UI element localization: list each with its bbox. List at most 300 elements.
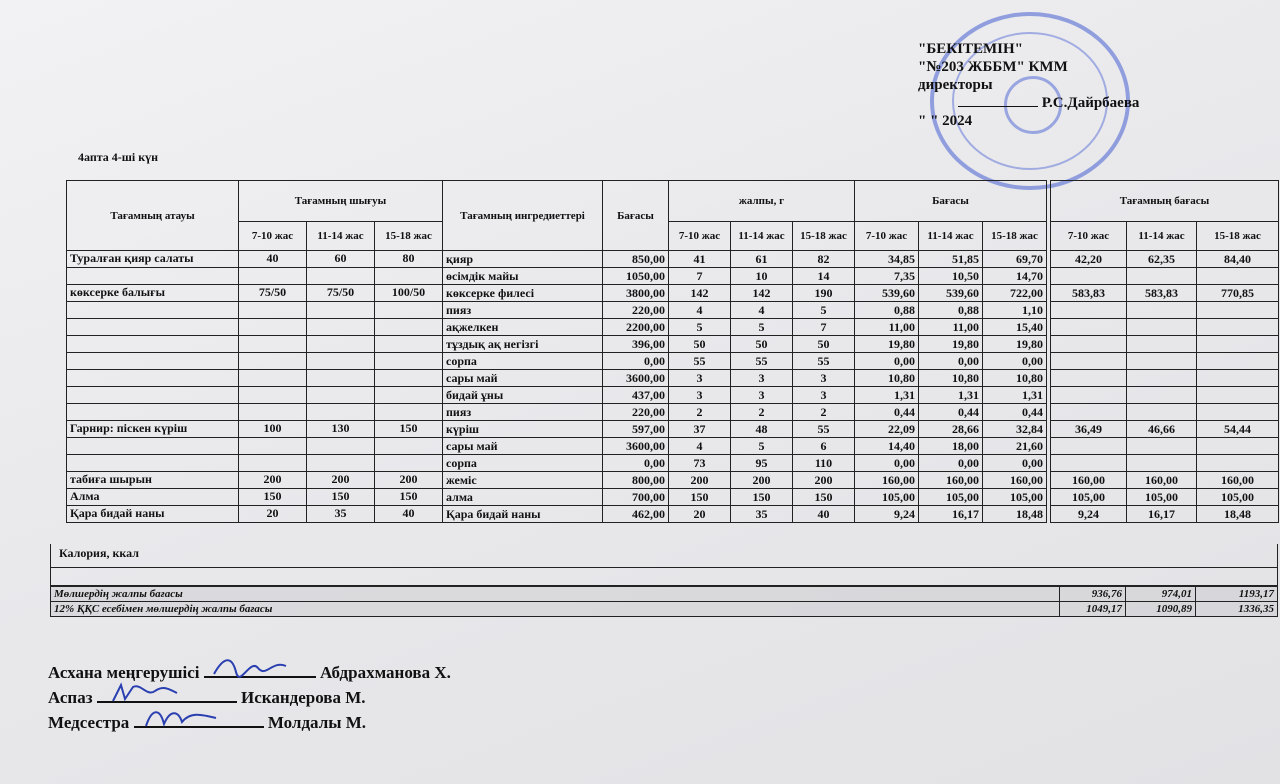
table-cell: 396,00 [603, 336, 669, 353]
table-cell [67, 387, 239, 404]
table-cell: 32,84 [983, 421, 1047, 438]
table-cell [375, 370, 443, 387]
table-row [67, 336, 1047, 353]
table-cell [375, 353, 443, 370]
table-cell: 3 [793, 387, 855, 404]
table-cell: 3 [731, 387, 793, 404]
table-cell [375, 387, 443, 404]
table-cell [1051, 268, 1127, 285]
table-cell [307, 268, 375, 285]
table-cell: 150 [239, 489, 307, 506]
table-cell [375, 336, 443, 353]
calories-label: Калория, ккал [59, 546, 139, 560]
table-cell: 583,83 [1051, 285, 1127, 302]
table-cell: 62,35 [1127, 251, 1197, 268]
table-cell: 539,60 [919, 285, 983, 302]
table-cell [67, 268, 239, 285]
table-cell: 61 [731, 251, 793, 268]
table-cell: 105,00 [1197, 489, 1279, 506]
table-cell [307, 438, 375, 455]
col-yield: Тағамның шығуы [239, 181, 443, 222]
table-cell [1051, 353, 1127, 370]
table-cell: 9,24 [1051, 506, 1127, 523]
table-row [67, 268, 1047, 285]
table-cell: 9,24 [855, 506, 919, 523]
table-cell: 200 [669, 472, 731, 489]
table-cell: 105,00 [919, 489, 983, 506]
table-cell: пияз [443, 404, 603, 421]
table-cell: 3 [731, 370, 793, 387]
table-cell [67, 302, 239, 319]
table-cell [307, 387, 375, 404]
table-cell: 150 [793, 489, 855, 506]
table-cell: 200 [239, 472, 307, 489]
table-cell: 69,70 [983, 251, 1047, 268]
table-cell: 16,17 [919, 506, 983, 523]
table-cell: 4 [731, 302, 793, 319]
table-cell [307, 404, 375, 421]
table-cell: сары май [443, 438, 603, 455]
table-cell: 160,00 [1051, 472, 1127, 489]
vat-label: 12% ҚҚС есебімен мөлшердің жалпы бағасы [51, 602, 1060, 617]
table-cell: 4 [669, 438, 731, 455]
table-cell: 0,00 [919, 455, 983, 472]
age-header: 15-18 жас [793, 222, 855, 251]
table-cell: 0,88 [855, 302, 919, 319]
table-cell: 200 [307, 472, 375, 489]
signature-line [204, 660, 316, 678]
day-label: 4апта 4-ші күн [78, 150, 159, 164]
table-row [1051, 472, 1279, 489]
table-cell [1197, 404, 1279, 421]
table-cell: 437,00 [603, 387, 669, 404]
table-cell: 0,44 [983, 404, 1047, 421]
table-cell: 200 [793, 472, 855, 489]
table-cell: 5 [731, 319, 793, 336]
signatures-block [48, 660, 451, 735]
table-cell: 36,49 [1051, 421, 1127, 438]
table-cell: 50 [731, 336, 793, 353]
vat-value: 1049,17 [1060, 602, 1126, 617]
table-row [67, 319, 1047, 336]
table-cell: 220,00 [603, 302, 669, 319]
table-cell: 0,00 [855, 353, 919, 370]
table-row [1051, 506, 1279, 523]
table-cell: жеміс [443, 472, 603, 489]
table-cell [1051, 302, 1127, 319]
table-cell [1197, 268, 1279, 285]
table-cell [1197, 455, 1279, 472]
table-cell: 462,00 [603, 506, 669, 523]
table-cell: 75/50 [307, 285, 375, 302]
table-cell: 73 [669, 455, 731, 472]
age-header: 11-14 жас [919, 222, 983, 251]
table-cell: 50 [669, 336, 731, 353]
vat-value: 1336,35 [1196, 602, 1278, 617]
table-cell: күріш [443, 421, 603, 438]
table-cell: 105,00 [983, 489, 1047, 506]
table-cell: 11,00 [855, 319, 919, 336]
table-cell: 20 [669, 506, 731, 523]
total-value: 936,76 [1060, 587, 1126, 602]
table-cell: 60 [307, 251, 375, 268]
table-cell [239, 370, 307, 387]
table-cell [375, 268, 443, 285]
table-cell: 6 [793, 438, 855, 455]
table-cell [375, 404, 443, 421]
table-cell: 100/50 [375, 285, 443, 302]
table-cell: 100 [239, 421, 307, 438]
table-cell: 4 [669, 302, 731, 319]
table-cell [1197, 370, 1279, 387]
table-cell: 5 [669, 319, 731, 336]
table-cell: 54,44 [1197, 421, 1279, 438]
table-cell [1051, 370, 1127, 387]
table-cell [307, 302, 375, 319]
table-cell: 10,80 [983, 370, 1047, 387]
nurse-title: Медсестра [48, 713, 130, 732]
table-cell: 3800,00 [603, 285, 669, 302]
table-row [1051, 319, 1279, 336]
table-cell: 51,85 [919, 251, 983, 268]
table-cell: 770,85 [1197, 285, 1279, 302]
table-cell [239, 438, 307, 455]
table-cell: 7,35 [855, 268, 919, 285]
table-cell: сорпа [443, 455, 603, 472]
col-dish-name: Тағамның атауы [67, 181, 239, 251]
table-cell: тұздық ақ негізгі [443, 336, 603, 353]
table-cell: 3600,00 [603, 438, 669, 455]
table-cell [239, 319, 307, 336]
table-cell [1127, 268, 1197, 285]
total-label: Мөлшердің жалпы бағасы [51, 587, 1060, 602]
table-cell: 19,80 [919, 336, 983, 353]
approval-line1: "БЕКІТЕМІН" [918, 41, 1023, 57]
table-cell: 0,00 [919, 353, 983, 370]
table-cell: 80 [375, 251, 443, 268]
table-cell [239, 404, 307, 421]
table-cell: Қара бидай наны [67, 506, 239, 523]
table-cell: 14,70 [983, 268, 1047, 285]
table-cell [1127, 387, 1197, 404]
empty-row [50, 568, 1278, 586]
table-cell [239, 336, 307, 353]
table-cell: алма [443, 489, 603, 506]
table-cell: 7 [669, 268, 731, 285]
table-cell: 5 [793, 302, 855, 319]
table-cell: 1,31 [983, 387, 1047, 404]
table-cell [307, 370, 375, 387]
table-cell: 200 [375, 472, 443, 489]
table-cell: 1,31 [855, 387, 919, 404]
calories-row [50, 544, 1278, 568]
table-row [1051, 387, 1279, 404]
signature-blank [958, 106, 1038, 107]
col-price: Бағасы [603, 181, 669, 251]
table-row [67, 387, 1047, 404]
table-cell: 150 [375, 421, 443, 438]
table-row [1051, 268, 1279, 285]
table-cell: 7 [793, 319, 855, 336]
table-cell: 0,00 [603, 353, 669, 370]
table-cell [375, 438, 443, 455]
table-cell: 10,80 [855, 370, 919, 387]
table-cell: 0,00 [983, 455, 1047, 472]
col-dish-cost: Тағамның бағасы [1051, 181, 1279, 222]
table-cell [1127, 370, 1197, 387]
table-cell: 0,00 [855, 455, 919, 472]
table-row [67, 472, 1047, 489]
table-cell [1197, 438, 1279, 455]
table-cell [1051, 404, 1127, 421]
table-row [1051, 489, 1279, 506]
table-cell: 22,09 [855, 421, 919, 438]
table-cell: 10,80 [919, 370, 983, 387]
table-cell: 142 [669, 285, 731, 302]
table-cell: 142 [731, 285, 793, 302]
table-cell: 105,00 [855, 489, 919, 506]
table-cell: 800,00 [603, 472, 669, 489]
approval-block [918, 40, 1218, 130]
table-cell: 160,00 [1197, 472, 1279, 489]
table-cell: 42,20 [1051, 251, 1127, 268]
table-cell: пияз [443, 302, 603, 319]
table-cell: 130 [307, 421, 375, 438]
table-cell: 3 [793, 370, 855, 387]
approval-date: " " 2024 [918, 113, 973, 129]
table-cell: 160,00 [983, 472, 1047, 489]
table-cell [1197, 353, 1279, 370]
table-cell [1051, 319, 1127, 336]
table-cell: 1,10 [983, 302, 1047, 319]
table-row [1051, 404, 1279, 421]
table-cell [375, 455, 443, 472]
age-header: 11-14 жас [1127, 222, 1197, 251]
table-cell [1197, 336, 1279, 353]
approval-signer: Р.С.Дайрбаева [1041, 95, 1140, 111]
cook-name: Искандерова М. [241, 688, 366, 707]
table-cell: 50 [793, 336, 855, 353]
table-row [67, 438, 1047, 455]
table-cell: 35 [307, 506, 375, 523]
table-cell [239, 302, 307, 319]
signature-line [97, 685, 237, 703]
table-cell: 0,00 [603, 455, 669, 472]
table-cell: 160,00 [855, 472, 919, 489]
table-cell [307, 336, 375, 353]
table-row [67, 421, 1047, 438]
approval-line3: директоры [918, 77, 993, 93]
table-cell [1197, 302, 1279, 319]
table-cell: 3 [669, 387, 731, 404]
table-row [67, 370, 1047, 387]
table-row [67, 404, 1047, 421]
vat-value: 1090,89 [1126, 602, 1196, 617]
table-cell: 150 [669, 489, 731, 506]
table-cell [1197, 319, 1279, 336]
table-cell [67, 370, 239, 387]
approval-line2: "№203 ЖББМ" КММ [918, 59, 1068, 75]
table-cell: 48 [731, 421, 793, 438]
table-cell: 105,00 [1051, 489, 1127, 506]
table-cell: 2 [669, 404, 731, 421]
table-cell [239, 455, 307, 472]
table-row [67, 455, 1047, 472]
table-cell: 10,50 [919, 268, 983, 285]
table-cell [67, 438, 239, 455]
table-cell: 11,00 [919, 319, 983, 336]
table-cell [1127, 455, 1197, 472]
table-cell [239, 353, 307, 370]
table-row [67, 285, 1047, 302]
handwritten-signature [140, 704, 220, 730]
table-cell: 55 [793, 421, 855, 438]
dish-cost-table [1050, 180, 1279, 523]
table-cell: 850,00 [603, 251, 669, 268]
table-cell: Гарнир: піскен күріш [67, 421, 239, 438]
table-cell: сары май [443, 370, 603, 387]
table-row [1051, 302, 1279, 319]
table-row [1051, 421, 1279, 438]
table-cell [1127, 319, 1197, 336]
table-cell [1127, 302, 1197, 319]
table-cell: сорпа [443, 353, 603, 370]
table-cell [1127, 336, 1197, 353]
table-cell: ақжелкен [443, 319, 603, 336]
table-cell: 34,85 [855, 251, 919, 268]
table-cell: Туралған қияр салаты [67, 251, 239, 268]
signature-nurse [48, 710, 451, 735]
table-cell: Алма [67, 489, 239, 506]
table-cell [1051, 387, 1127, 404]
table-cell: 150 [307, 489, 375, 506]
table-cell [1051, 336, 1127, 353]
table-cell: 160,00 [1127, 472, 1197, 489]
table-cell [1127, 404, 1197, 421]
table-cell: 19,80 [855, 336, 919, 353]
head-title: Асхана меңгерушісі [48, 663, 200, 682]
col-cost: Бағасы [855, 181, 1047, 222]
table-cell: 160,00 [919, 472, 983, 489]
table-cell [67, 353, 239, 370]
age-header: 11-14 жас [731, 222, 793, 251]
table-row [1051, 438, 1279, 455]
table-cell: 0,44 [919, 404, 983, 421]
table-row [1051, 455, 1279, 472]
table-cell: 20 [239, 506, 307, 523]
table-cell [67, 319, 239, 336]
table-cell: 3600,00 [603, 370, 669, 387]
table-cell: 220,00 [603, 404, 669, 421]
table-cell: 3 [669, 370, 731, 387]
table-cell: 35 [731, 506, 793, 523]
table-cell: 16,17 [1127, 506, 1197, 523]
table-cell: 40 [793, 506, 855, 523]
signature-line [134, 710, 264, 728]
table-cell [239, 268, 307, 285]
table-cell: 105,00 [1127, 489, 1197, 506]
table-row [67, 302, 1047, 319]
age-header: 15-18 жас [375, 222, 443, 251]
table-cell: өсімдік майы [443, 268, 603, 285]
table-cell: 150 [731, 489, 793, 506]
table-cell: 18,48 [1197, 506, 1279, 523]
handwritten-signature [103, 679, 183, 705]
table-cell: 14,40 [855, 438, 919, 455]
table-cell: 18,00 [919, 438, 983, 455]
age-header: 15-18 жас [983, 222, 1047, 251]
table-cell [375, 319, 443, 336]
table-cell: қияр [443, 251, 603, 268]
table-cell: 40 [239, 251, 307, 268]
table-cell: 14 [793, 268, 855, 285]
table-cell: 84,40 [1197, 251, 1279, 268]
table-cell [67, 404, 239, 421]
table-row [1051, 370, 1279, 387]
signature-cook [48, 685, 451, 710]
table-cell: 46,66 [1127, 421, 1197, 438]
table-row [67, 353, 1047, 370]
table-cell [1127, 438, 1197, 455]
col-ingredients: Тағамның ингредиеттері [443, 181, 603, 251]
table-cell: 19,80 [983, 336, 1047, 353]
table-cell: көксерке балығы [67, 285, 239, 302]
table-cell: 110 [793, 455, 855, 472]
table-cell [307, 319, 375, 336]
table-cell [67, 336, 239, 353]
totals-table [50, 586, 1278, 617]
table-cell [307, 455, 375, 472]
table-cell: табиға шырын [67, 472, 239, 489]
table-cell: 722,00 [983, 285, 1047, 302]
table-cell: 55 [731, 353, 793, 370]
table-row [1051, 251, 1279, 268]
table-cell: 583,83 [1127, 285, 1197, 302]
age-header: 11-14 жас [307, 222, 375, 251]
age-header: 7-10 жас [855, 222, 919, 251]
table-cell: 95 [731, 455, 793, 472]
table-cell: 82 [793, 251, 855, 268]
table-row [1051, 353, 1279, 370]
table-cell: 10 [731, 268, 793, 285]
age-header: 7-10 жас [239, 222, 307, 251]
table-cell [307, 353, 375, 370]
cook-title: Аспаз [48, 688, 93, 707]
table-cell [1197, 387, 1279, 404]
table-cell: бидай ұны [443, 387, 603, 404]
table-cell: 55 [669, 353, 731, 370]
table-cell [67, 455, 239, 472]
table-cell: Қара бидай наны [443, 506, 603, 523]
table-cell [1127, 353, 1197, 370]
col-gross: жалпы, г [669, 181, 855, 222]
table-cell: 18,48 [983, 506, 1047, 523]
table-cell: 700,00 [603, 489, 669, 506]
table-cell: 5 [731, 438, 793, 455]
table-cell: 597,00 [603, 421, 669, 438]
table-cell: 40 [375, 506, 443, 523]
table-cell: 0,44 [855, 404, 919, 421]
table-cell: 200 [731, 472, 793, 489]
table-cell [375, 302, 443, 319]
table-cell: көксерке филесі [443, 285, 603, 302]
table-cell: 2200,00 [603, 319, 669, 336]
table-cell: 1050,00 [603, 268, 669, 285]
table-cell: 37 [669, 421, 731, 438]
table-cell: 0,88 [919, 302, 983, 319]
age-header: 7-10 жас [1051, 222, 1127, 251]
age-header: 7-10 жас [669, 222, 731, 251]
